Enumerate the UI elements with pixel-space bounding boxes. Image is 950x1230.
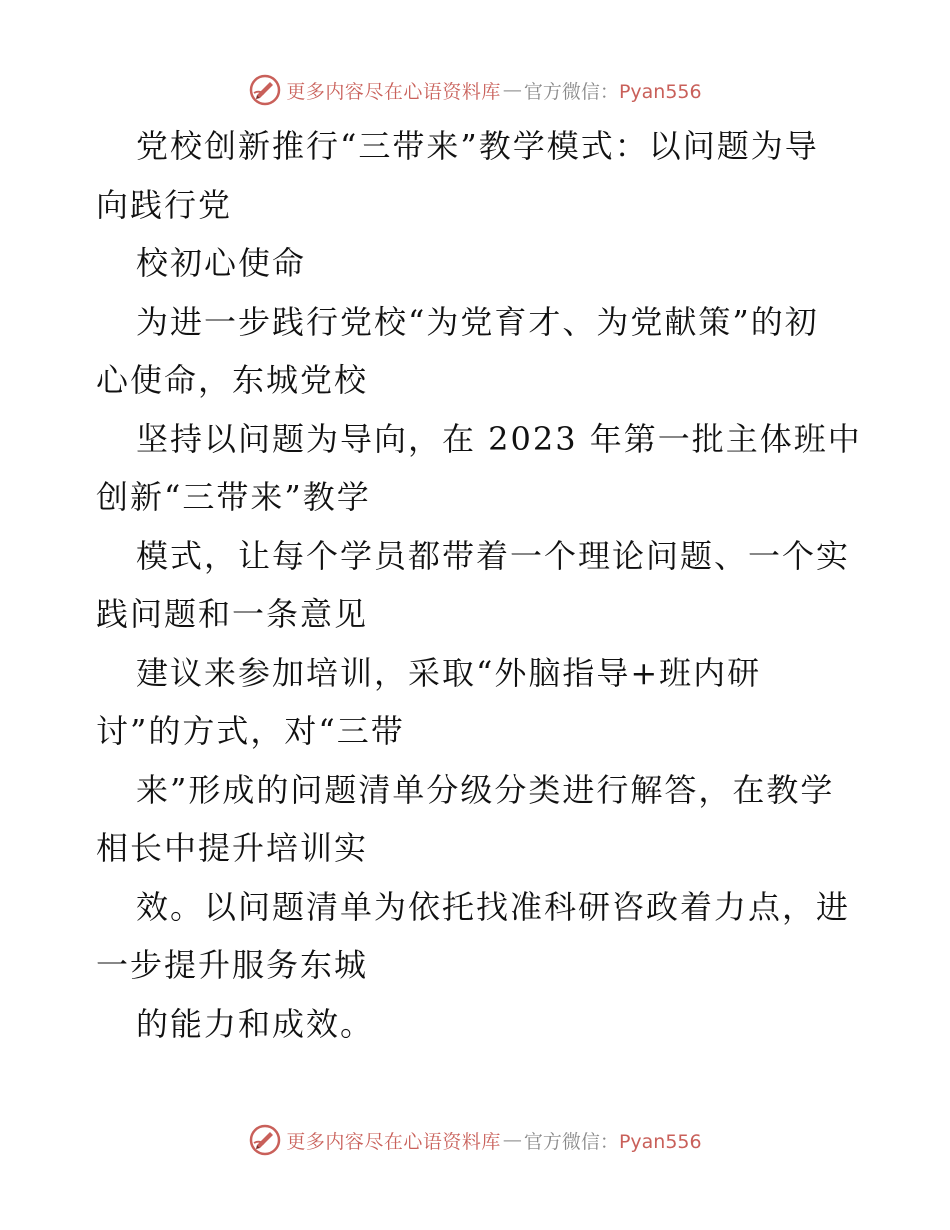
watermark-wechat-label: 官方微信： — [523, 80, 619, 103]
body-line: 建议来参加培训，采取“外脑指导+班内研 — [136, 653, 762, 692]
body-line: 一步提升服务东城 — [96, 946, 369, 984]
watermark-wechat-label: 官方微信： — [523, 1130, 619, 1153]
book-pen-logo-icon — [248, 73, 282, 107]
body-line: 向践行党 — [96, 185, 233, 224]
footer-watermark — [0, 1120, 950, 1160]
body-line: 校初心使命 — [136, 244, 307, 282]
body-line: 来”形成的问题清单分级分类进行解答，在教学 — [136, 770, 835, 809]
body-line: 创新“三带来”教学 — [96, 478, 371, 516]
body-line: 践问题和一条意见 — [96, 595, 369, 633]
body-line: 党校创新推行“三带来”教学模式：以问题为导 — [136, 127, 819, 165]
body-line: 为进一步践行党校“为党育才、为党献策”的初 — [136, 302, 819, 341]
body-line: 相长中提升培训实 — [96, 829, 369, 867]
document-body — [96, 117, 862, 1053]
body-line: 模式，让每个学员都带着一个理论问题、一个实 — [136, 536, 851, 575]
watermark-separator: — — [502, 79, 522, 101]
header-watermark — [0, 70, 950, 110]
watermark-wechat — [524, 1127, 702, 1154]
watermark-wechat-id: Pyan556 — [618, 1130, 702, 1153]
body-line: 的能力和成效。 — [136, 1004, 375, 1043]
watermark-text: 更多内容尽在心语资料库 — [286, 1130, 501, 1153]
watermark-wechat-id: Pyan556 — [618, 80, 702, 103]
body-line: 讨”的方式，对“三带 — [96, 712, 405, 750]
watermark-separator: — — [502, 1129, 522, 1151]
watermark-text: 更多内容尽在心语资料库 — [286, 80, 501, 103]
watermark-wechat — [524, 77, 702, 104]
body-line: 心使命，东城党校 — [96, 361, 369, 399]
body-line: 效。以问题清单为依托找准科研咨政着力点，进 — [136, 887, 851, 926]
body-line: 坚持以问题为导向，在 2023 年第一批主体班中 — [136, 419, 862, 458]
book-pen-logo-icon — [248, 1123, 282, 1157]
